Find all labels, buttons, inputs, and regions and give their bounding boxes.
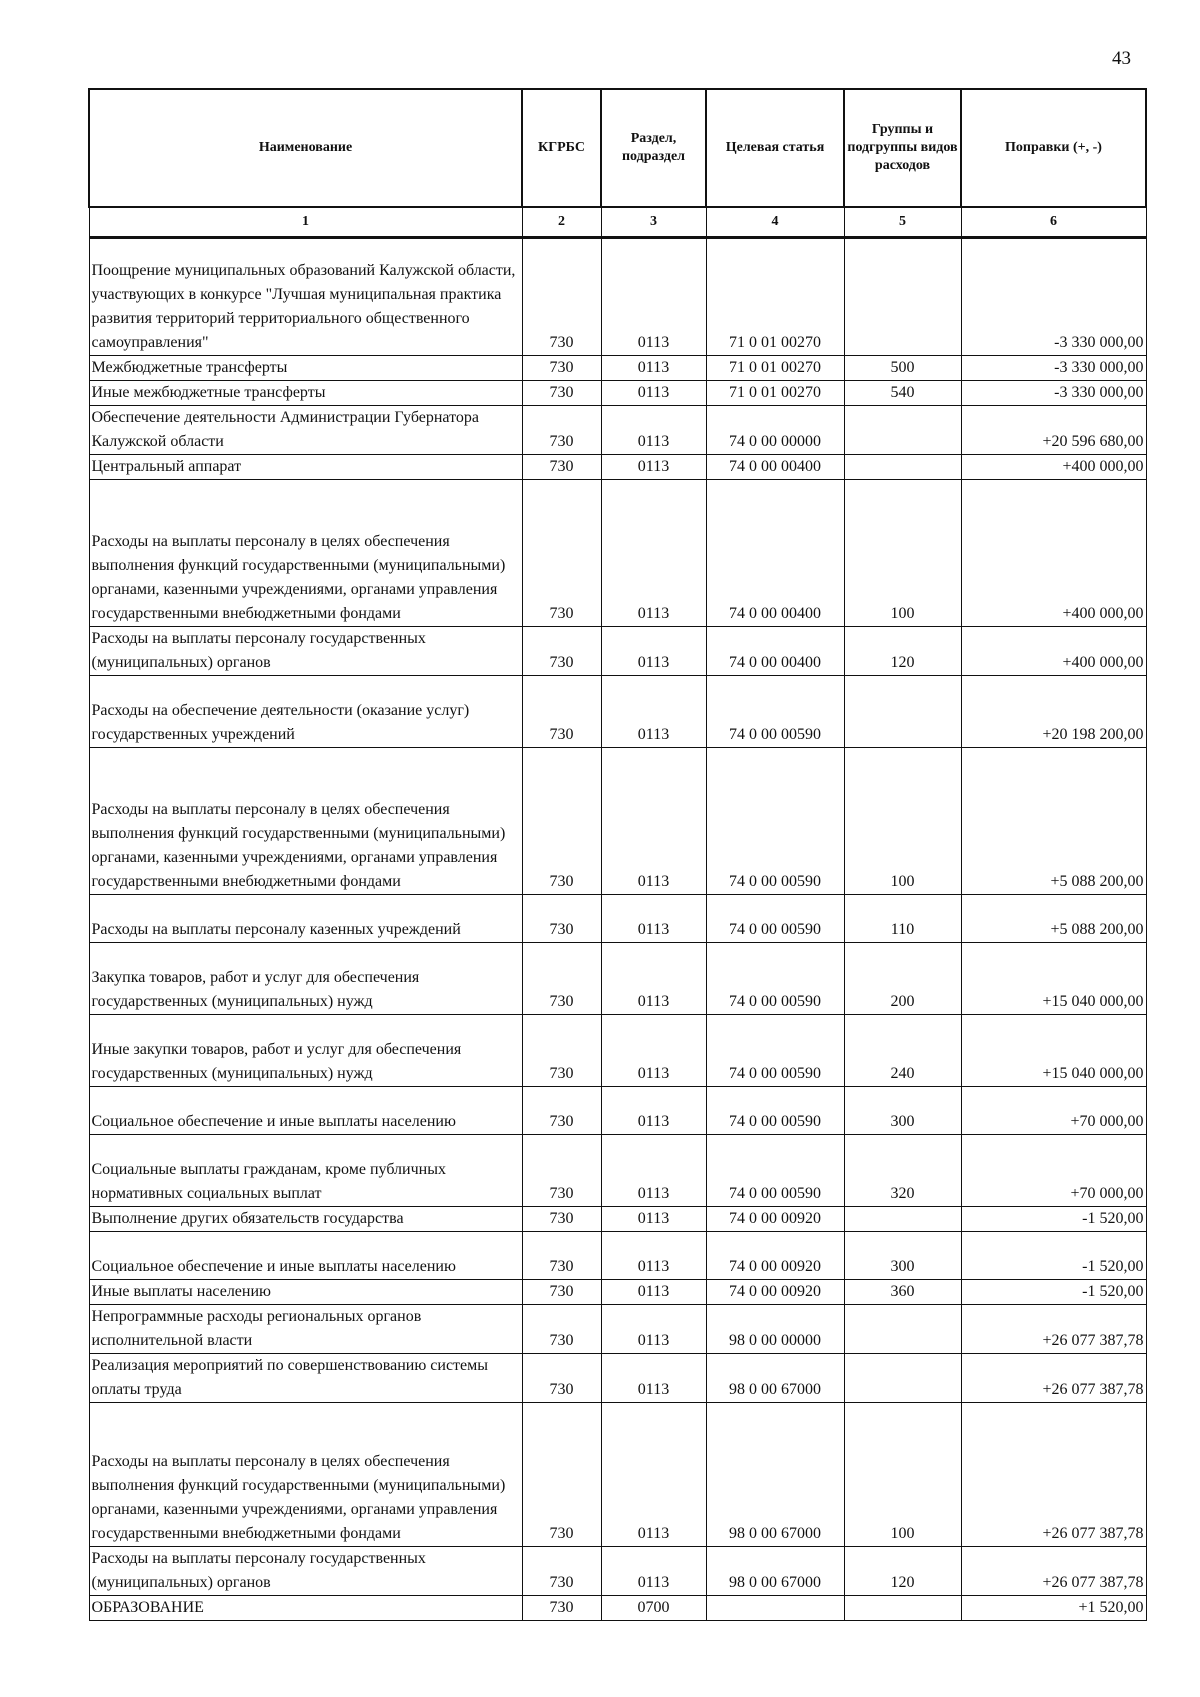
row-expense-group: [844, 406, 961, 455]
row-expense-group: [844, 238, 961, 356]
table-body: [89, 238, 1146, 1621]
row-amount: +5 088 200,00: [961, 895, 1146, 943]
column-number: 1: [89, 207, 522, 238]
column-number: 3: [601, 207, 706, 238]
table-row: [89, 1280, 1146, 1305]
row-name: Расходы на выплаты персоналу в целях обеспечения выполнения функций государственными (муниципальными) органами, казенными учреждениями, органами управления государственными внебюджетными фондами: [89, 480, 522, 627]
row-name: Расходы на выплаты персоналу государственных (муниципальных) органов: [89, 1547, 522, 1596]
row-name: Обеспечение деятельности Администрации Губернатора Калужской области: [89, 406, 522, 455]
row-target-article: 74 0 00 00400: [706, 480, 844, 627]
row-amount: +15 040 000,00: [961, 943, 1146, 1015]
row-amount: -1 520,00: [961, 1232, 1146, 1280]
row-expense-group: [844, 455, 961, 480]
row-kgrbs: 730: [522, 1403, 601, 1547]
row-expense-group: 110: [844, 895, 961, 943]
row-target-article: 74 0 00 00590: [706, 943, 844, 1015]
row-name: Расходы на выплаты персоналу в целях обеспечения выполнения функций государственными (муниципальными) органами, казенными учреждениями, органами управления государственными внебюджетными фондами: [89, 1403, 522, 1547]
row-kgrbs: 730: [522, 1135, 601, 1207]
table-row: [89, 895, 1146, 943]
row-amount: +1 520,00: [961, 1596, 1146, 1621]
row-amount: +26 077 387,78: [961, 1354, 1146, 1403]
row-amount: -1 520,00: [961, 1280, 1146, 1305]
row-expense-group: 100: [844, 748, 961, 895]
row-section: 0113: [601, 1280, 706, 1305]
row-kgrbs: 730: [522, 1354, 601, 1403]
row-section: 0700: [601, 1596, 706, 1621]
row-kgrbs: 730: [522, 1207, 601, 1232]
header-section: Раздел, подраздел: [601, 89, 706, 207]
row-section: 0113: [601, 895, 706, 943]
table-row: [89, 1232, 1146, 1280]
table-row: [89, 480, 1146, 627]
row-section: 0113: [601, 1087, 706, 1135]
row-amount: +15 040 000,00: [961, 1015, 1146, 1087]
header-amendments: Поправки (+, -): [961, 89, 1146, 207]
row-kgrbs: 730: [522, 748, 601, 895]
row-name: Поощрение муниципальных образований Калужской области, участвующих в конкурсе "Лучшая муниципальная практика развития территорий территориального общественного самоуправления": [89, 238, 522, 356]
row-section: 0113: [601, 1403, 706, 1547]
column-number: 2: [522, 207, 601, 238]
row-section: 0113: [601, 406, 706, 455]
row-kgrbs: 730: [522, 943, 601, 1015]
row-section: 0113: [601, 381, 706, 406]
row-section: 0113: [601, 748, 706, 895]
row-name: Расходы на обеспечение деятельности (оказание услуг) государственных учреждений: [89, 676, 522, 748]
row-target-article: 74 0 00 00400: [706, 627, 844, 676]
row-expense-group: 120: [844, 627, 961, 676]
row-name: Выполнение других обязательств государства: [89, 1207, 522, 1232]
row-amount: -3 330 000,00: [961, 238, 1146, 356]
row-kgrbs: 730: [522, 1280, 601, 1305]
table-row: [89, 238, 1146, 356]
table-row: [89, 676, 1146, 748]
row-expense-group: [844, 676, 961, 748]
row-target-article: 74 0 00 00920: [706, 1232, 844, 1280]
row-section: 0113: [601, 676, 706, 748]
row-target-article: 74 0 00 00920: [706, 1207, 844, 1232]
row-amount: +26 077 387,78: [961, 1305, 1146, 1354]
row-expense-group: 500: [844, 356, 961, 381]
row-section: 0113: [601, 455, 706, 480]
row-target-article: 74 0 00 00590: [706, 1135, 844, 1207]
table-row: [89, 1596, 1146, 1621]
row-name: Закупка товаров, работ и услуг для обеспечения государственных (муниципальных) нужд: [89, 943, 522, 1015]
row-kgrbs: 730: [522, 627, 601, 676]
table-row: [89, 943, 1146, 1015]
row-expense-group: 200: [844, 943, 961, 1015]
row-expense-group: [844, 1207, 961, 1232]
row-kgrbs: 730: [522, 1015, 601, 1087]
row-target-article: [706, 1596, 844, 1621]
row-target-article: 74 0 00 00590: [706, 1015, 844, 1087]
row-kgrbs: 730: [522, 356, 601, 381]
row-amount: +20 198 200,00: [961, 676, 1146, 748]
table-row: [89, 381, 1146, 406]
row-target-article: 98 0 00 67000: [706, 1403, 844, 1547]
row-section: 0113: [601, 943, 706, 1015]
row-amount: +400 000,00: [961, 480, 1146, 627]
header-target-article: Целевая статья: [706, 89, 844, 207]
table-row: [89, 1354, 1146, 1403]
row-expense-group: 240: [844, 1015, 961, 1087]
row-expense-group: 300: [844, 1087, 961, 1135]
row-expense-group: 100: [844, 1403, 961, 1547]
row-section: 0113: [601, 1354, 706, 1403]
row-target-article: 71 0 01 00270: [706, 238, 844, 356]
row-expense-group: 540: [844, 381, 961, 406]
row-amount: -1 520,00: [961, 1207, 1146, 1232]
row-target-article: 74 0 00 00590: [706, 1087, 844, 1135]
row-expense-group: 320: [844, 1135, 961, 1207]
row-expense-group: 120: [844, 1547, 961, 1596]
header-expense-groups: Группы и подгруппы видов расходов: [844, 89, 961, 207]
header-name: Наименование: [89, 89, 522, 207]
row-target-article: 74 0 00 00920: [706, 1280, 844, 1305]
row-name: Иные закупки товаров, работ и услуг для обеспечения государственных (муниципальных) нужд: [89, 1015, 522, 1087]
row-kgrbs: 730: [522, 455, 601, 480]
row-kgrbs: 730: [522, 1087, 601, 1135]
row-amount: -3 330 000,00: [961, 381, 1146, 406]
row-amount: +70 000,00: [961, 1087, 1146, 1135]
row-section: 0113: [601, 1015, 706, 1087]
row-amount: -3 330 000,00: [961, 356, 1146, 381]
row-section: 0113: [601, 356, 706, 381]
column-number: 5: [844, 207, 961, 238]
row-expense-group: [844, 1354, 961, 1403]
table-row: [89, 1547, 1146, 1596]
row-kgrbs: 730: [522, 1305, 601, 1354]
row-kgrbs: 730: [522, 676, 601, 748]
row-kgrbs: 730: [522, 406, 601, 455]
row-amount: +400 000,00: [961, 455, 1146, 480]
row-section: 0113: [601, 480, 706, 627]
row-name: Иные выплаты населению: [89, 1280, 522, 1305]
row-expense-group: 300: [844, 1232, 961, 1280]
budget-amendments-table: [88, 88, 1147, 1621]
row-target-article: 74 0 00 00000: [706, 406, 844, 455]
row-amount: +26 077 387,78: [961, 1547, 1146, 1596]
column-number-row: [89, 207, 1146, 238]
row-expense-group: [844, 1596, 961, 1621]
row-name: Расходы на выплаты персоналу в целях обеспечения выполнения функций государственными (муниципальными) органами, казенными учреждениями, органами управления государственными внебюджетными фондами: [89, 748, 522, 895]
row-name: Иные межбюджетные трансферты: [89, 381, 522, 406]
row-name: Социальные выплаты гражданам, кроме публичных нормативных социальных выплат: [89, 1135, 522, 1207]
header-kgrbs: КГРБС: [522, 89, 601, 207]
table-row: [89, 627, 1146, 676]
row-target-article: 71 0 01 00270: [706, 356, 844, 381]
table-row: [89, 1087, 1146, 1135]
row-name: Межбюджетные трансферты: [89, 356, 522, 381]
column-number: 4: [706, 207, 844, 238]
table-row: [89, 356, 1146, 381]
table-row: [89, 1207, 1146, 1232]
row-target-article: 74 0 00 00590: [706, 676, 844, 748]
row-target-article: 74 0 00 00590: [706, 895, 844, 943]
column-number: 6: [961, 207, 1146, 238]
row-name: Социальное обеспечение и иные выплаты населению: [89, 1232, 522, 1280]
row-section: 0113: [601, 1207, 706, 1232]
row-kgrbs: 730: [522, 1596, 601, 1621]
row-name: Социальное обеспечение и иные выплаты населению: [89, 1087, 522, 1135]
row-name: Непрограммные расходы региональных органов исполнительной власти: [89, 1305, 522, 1354]
row-section: 0113: [601, 1135, 706, 1207]
row-amount: +400 000,00: [961, 627, 1146, 676]
row-name: Расходы на выплаты персоналу казенных учреждений: [89, 895, 522, 943]
row-section: 0113: [601, 1232, 706, 1280]
table-row: [89, 1015, 1146, 1087]
row-name: Реализация мероприятий по совершенствованию системы оплаты труда: [89, 1354, 522, 1403]
row-name: Центральный аппарат: [89, 455, 522, 480]
row-amount: +5 088 200,00: [961, 748, 1146, 895]
row-kgrbs: 730: [522, 895, 601, 943]
row-section: 0113: [601, 627, 706, 676]
row-kgrbs: 730: [522, 1547, 601, 1596]
row-amount: +20 596 680,00: [961, 406, 1146, 455]
row-target-article: 74 0 00 00400: [706, 455, 844, 480]
row-target-article: 98 0 00 67000: [706, 1354, 844, 1403]
row-expense-group: 360: [844, 1280, 961, 1305]
table-row: [89, 406, 1146, 455]
row-kgrbs: 730: [522, 1232, 601, 1280]
row-kgrbs: 730: [522, 480, 601, 627]
row-kgrbs: 730: [522, 238, 601, 356]
table-row: [89, 1305, 1146, 1354]
row-target-article: 98 0 00 67000: [706, 1547, 844, 1596]
header-row: [89, 89, 1146, 207]
page-number: 43: [1112, 48, 1131, 69]
table-row: [89, 748, 1146, 895]
row-section: 0113: [601, 1305, 706, 1354]
row-target-article: 74 0 00 00590: [706, 748, 844, 895]
row-target-article: 98 0 00 00000: [706, 1305, 844, 1354]
row-expense-group: [844, 1305, 961, 1354]
row-section: 0113: [601, 1547, 706, 1596]
row-name: ОБРАЗОВАНИЕ: [89, 1596, 522, 1621]
row-amount: +26 077 387,78: [961, 1403, 1146, 1547]
row-amount: +70 000,00: [961, 1135, 1146, 1207]
row-name: Расходы на выплаты персоналу государственных (муниципальных) органов: [89, 627, 522, 676]
row-section: 0113: [601, 238, 706, 356]
table-row: [89, 455, 1146, 480]
table-row: [89, 1135, 1146, 1207]
row-target-article: 71 0 01 00270: [706, 381, 844, 406]
row-expense-group: 100: [844, 480, 961, 627]
row-kgrbs: 730: [522, 381, 601, 406]
table-row: [89, 1403, 1146, 1547]
